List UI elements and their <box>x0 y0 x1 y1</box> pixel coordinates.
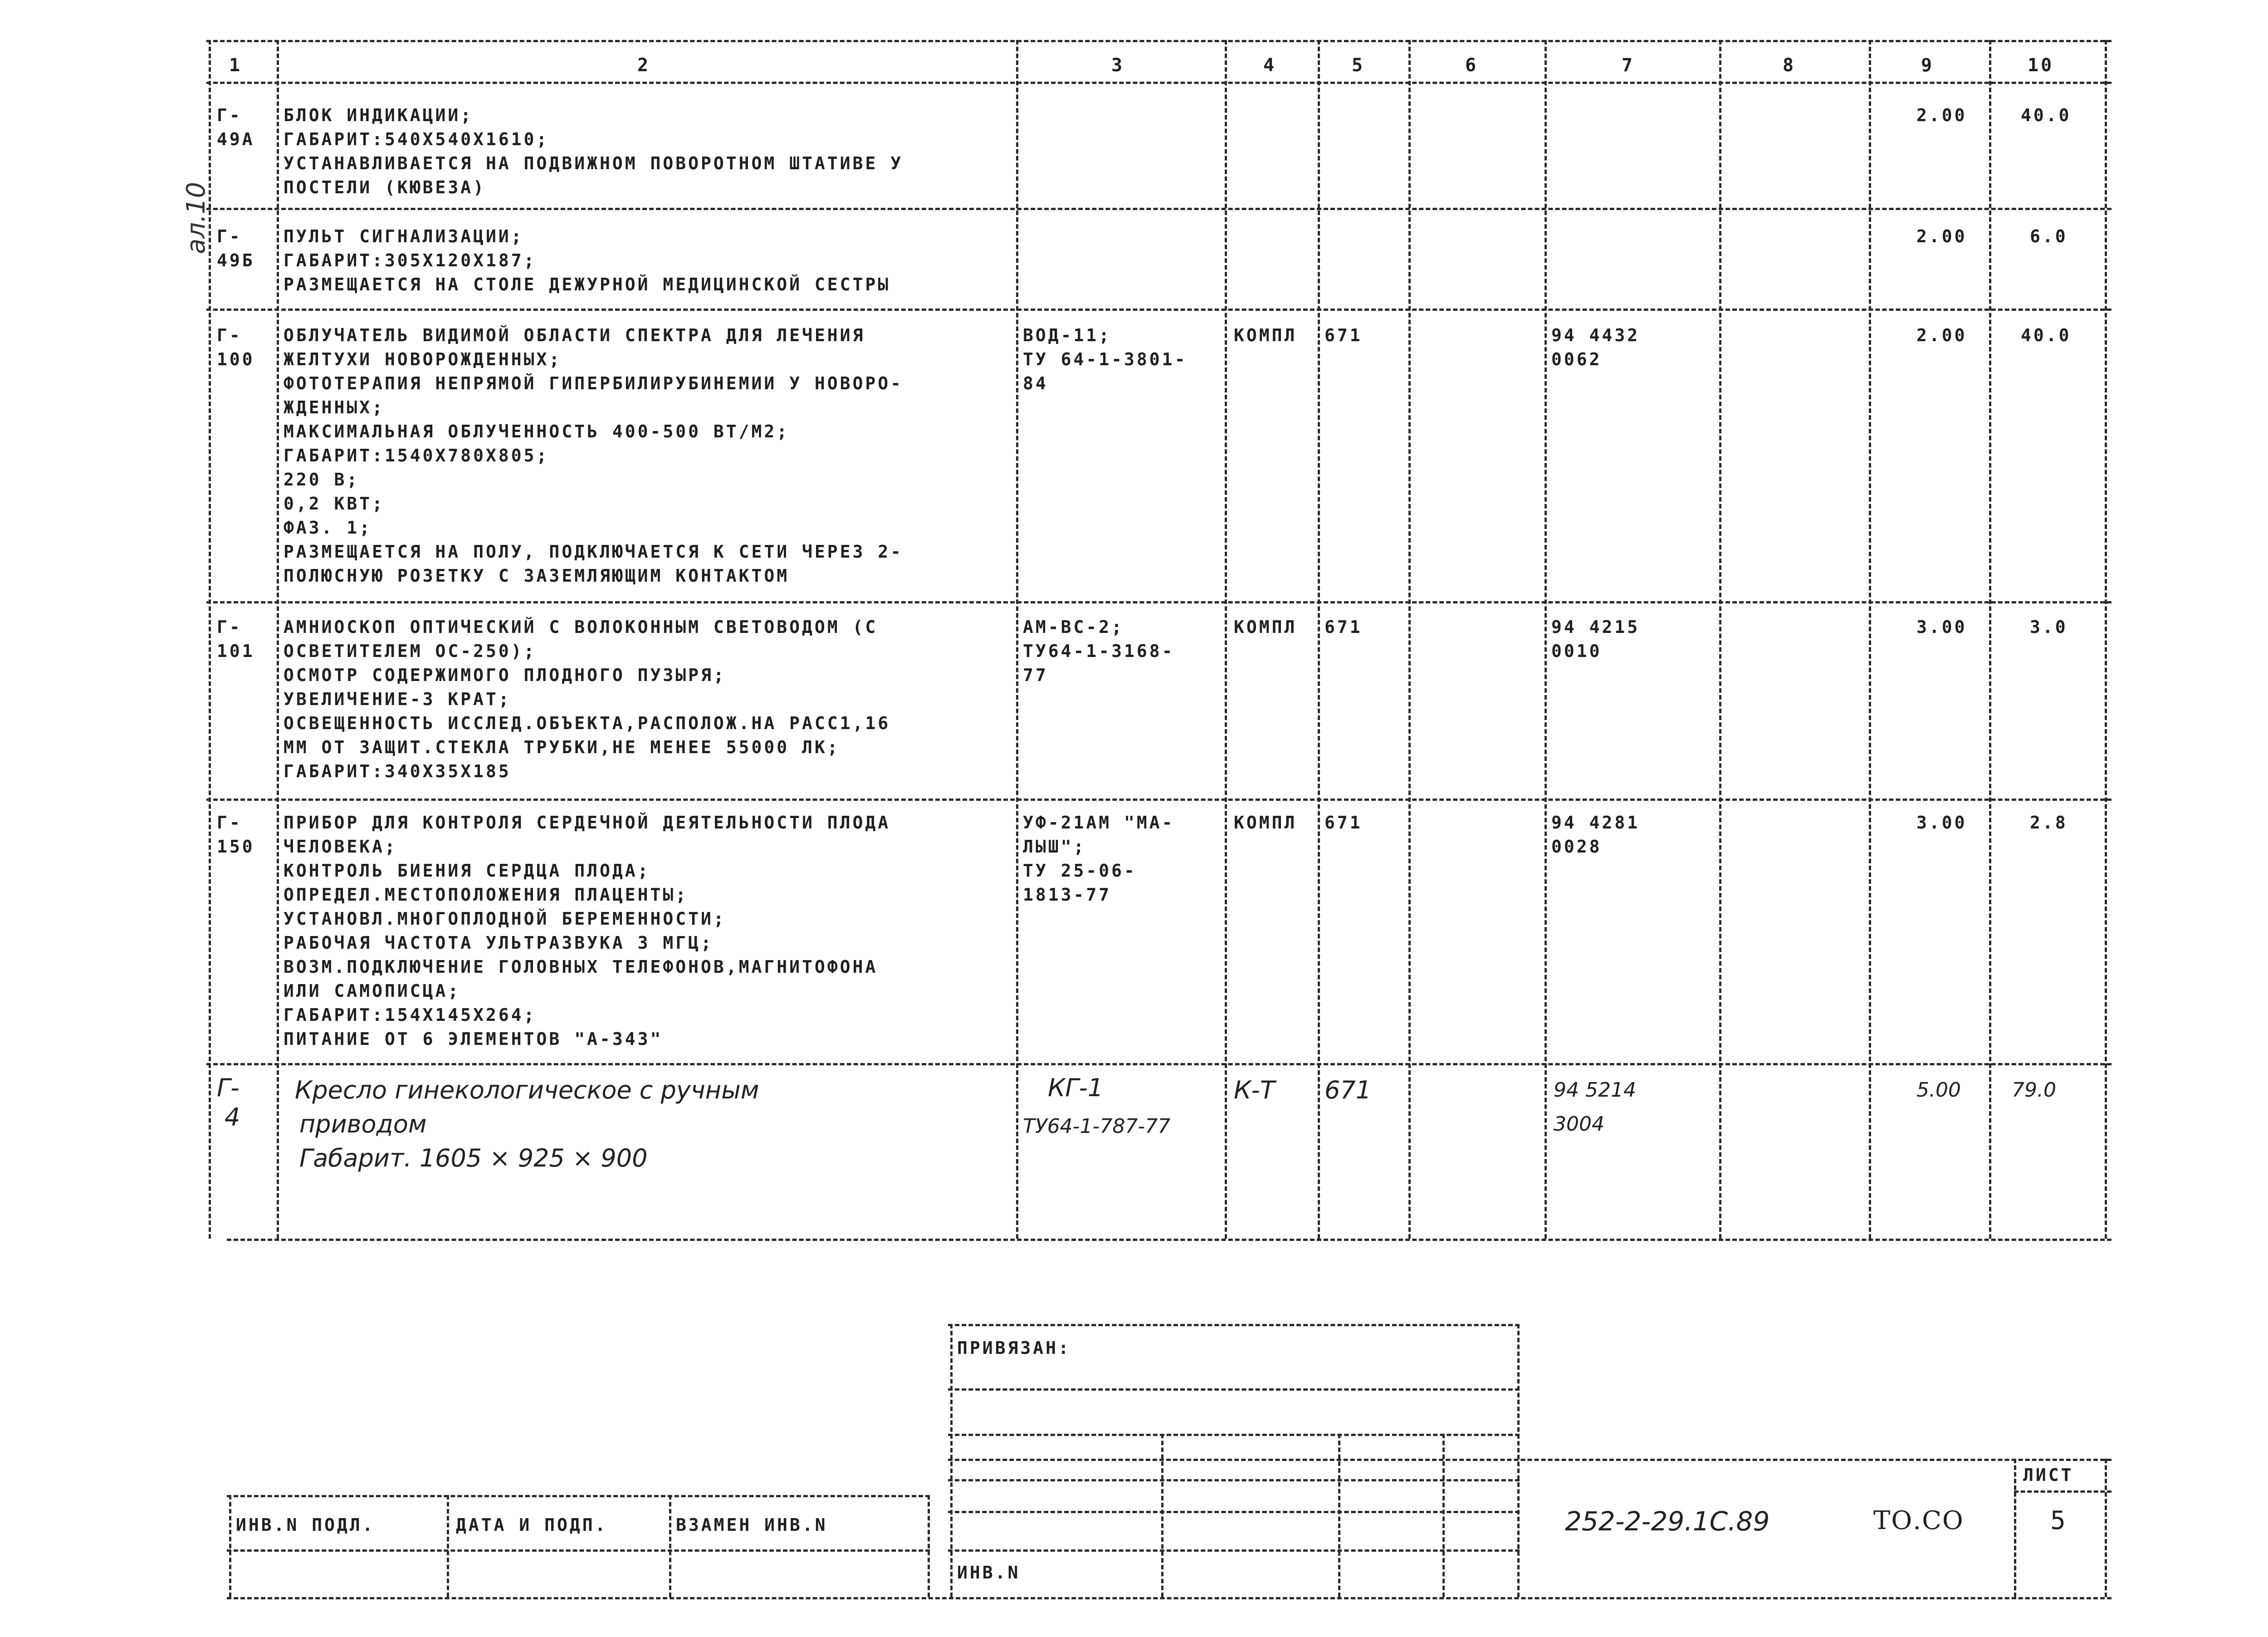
col-header-8: 8 <box>1783 55 1796 76</box>
row-desc-line: приводом <box>299 1110 427 1138</box>
row-type-line: ЛЫШ"; <box>1023 837 1086 857</box>
row-desc-line: Кресло гинекологическое с ручным <box>295 1076 759 1104</box>
stamp-rule <box>948 1479 1520 1481</box>
row-desc-line: ЖЕЛТУХИ НОВОРОЖДЕННЫХ; <box>284 349 562 369</box>
row-desc-line: ГАБАРИТ:154Х145Х264; <box>284 1005 537 1025</box>
row-type-line: ТУ 64-1-3801- <box>1023 349 1188 369</box>
row-desc-line: ОСВЕТИТЕЛЕМ ОС-250); <box>284 641 537 661</box>
row-code-number: 4 <box>225 1103 240 1132</box>
row-desc-line: ПОЛЮСНУЮ РОЗЕТКУ С ЗАЗЕМЛЯЮЩИМ КОНТАКТОМ <box>284 566 790 586</box>
row-desc-line: ОСВЕЩЕННОСТЬ ИССЛЕД.ОБЪЕКТА,РАСПОЛОЖ.НА РАСС1,16 <box>284 713 891 733</box>
row-unit-code: 671 <box>1325 617 1363 637</box>
row-rule-2 <box>206 309 2112 311</box>
stamp-inv-n: ИНВ.N <box>957 1563 1021 1583</box>
row-code-prefix: Г- <box>217 1073 240 1102</box>
col-sep-5-6 <box>1408 40 1411 1239</box>
document-suffix: ТО.СО <box>1873 1506 1964 1535</box>
col-sep-2-3 <box>1016 40 1018 1239</box>
stamp-sep <box>2014 1459 2016 1597</box>
row-rule-3 <box>206 601 2112 603</box>
row-desc-line: ГАБАРИТ:540Х540Х1610; <box>284 129 549 149</box>
col-sep-6-7 <box>1545 40 1547 1239</box>
row-mass: 40.0 <box>2021 325 2072 345</box>
stamp-sep <box>669 1495 671 1597</box>
row-rule-1 <box>206 208 2112 210</box>
row-desc-line: ММ ОТ ЗАЩИТ.СТЕКЛА ТРУБКИ,НЕ МЕНЕЕ 55000 ЛК; <box>284 737 840 757</box>
row-code-prefix: Г- <box>217 226 242 246</box>
row-desc-line: 220 В; <box>284 470 360 490</box>
row-desc-line: ИЛИ САМОПИСЦА; <box>284 981 461 1001</box>
row-mass: 6.0 <box>2030 226 2068 246</box>
stamp-sep <box>1338 1434 1340 1597</box>
col-header-4: 4 <box>1263 55 1277 76</box>
list-box-rule <box>2014 1490 2112 1493</box>
col-sep-7-8 <box>1719 40 1721 1239</box>
row-desc-line: ОПРЕДЕЛ.МЕСТОПОЛОЖЕНИЯ ПЛАЦЕНТЫ; <box>284 885 689 905</box>
row-mass: 2.8 <box>2030 813 2068 833</box>
row-type-line: ТУ 25-06- <box>1023 861 1137 881</box>
row-desc-line: АМНИОСКОП ОПТИЧЕСКИЙ С ВОЛОКОННЫМ СВЕТОВОДОМ (С <box>284 617 878 637</box>
stamp-rule <box>948 1511 1520 1513</box>
row-okp-line: 0010 <box>1551 641 1602 661</box>
row-type-line: КГ-1 <box>1048 1073 1104 1102</box>
row-desc-line: ГАБАРИТ:305Х120Х187; <box>284 250 537 270</box>
stamp-privyazan: ПРИВЯЗАН: <box>957 1338 1071 1358</box>
row-code-number: 100 <box>217 349 255 369</box>
row-coef: 2.00 <box>1916 105 1967 125</box>
row-desc-line: ВОЗМ.ПОДКЛЮЧЕНИЕ ГОЛОВНЫХ ТЕЛЕФОНОВ,МАГНИТОФОНА <box>284 957 878 977</box>
col-header-5: 5 <box>1352 55 1365 76</box>
stamp-sep <box>229 1495 231 1597</box>
row-type-line: ТУ64-1-3168- <box>1023 641 1175 661</box>
row-coef: 3.00 <box>1916 617 1967 637</box>
col-sep-right <box>2105 40 2107 1239</box>
row-desc-line: ПУЛЬТ СИГНАЛИЗАЦИИ; <box>284 226 524 246</box>
row-code-prefix: Г- <box>217 325 242 345</box>
row-desc-line: УСТАНОВЛ.МНОГОПЛОДНОЙ БЕРЕМЕННОСТИ; <box>284 909 726 929</box>
col-header-7: 7 <box>1622 55 1635 76</box>
row-desc-line: Габарит. 1605 × 925 × 900 <box>299 1144 648 1172</box>
stamp-top-rule <box>948 1324 1520 1326</box>
row-desc-line: МАКСИМАЛЬНАЯ ОБЛУЧЕННОСТЬ 400-500 ВТ/М2; <box>284 422 790 441</box>
sheet-number: 5 <box>2050 1506 2067 1535</box>
row-desc-line: РАЗМЕЩАЕТСЯ НА ПОЛУ, ПОДКЛЮЧАЕТСЯ К СЕТИ ЧЕРЕЗ 2- <box>284 542 904 562</box>
row-desc-line: РАБОЧАЯ ЧАСТОТА УЛЬТРАЗВУКА 3 МГЦ; <box>284 933 714 953</box>
stamp-sep <box>950 1324 953 1597</box>
col-sep-8-9 <box>1869 40 1871 1239</box>
row-code-number: 49А <box>217 129 255 149</box>
row-okp-line: 94 4432 <box>1551 325 1640 345</box>
row-desc-line: ФАЗ. 1; <box>284 518 372 538</box>
stamp-sep <box>928 1495 930 1597</box>
col-sep-1-2 <box>277 40 279 1239</box>
col-sep-3-4 <box>1225 40 1227 1239</box>
row-desc-line: ГАБАРИТ:1540Х780Х805; <box>284 446 549 466</box>
row-type-line: 1813-77 <box>1023 885 1112 905</box>
col-sep-9-10 <box>1989 40 1991 1239</box>
row-okp-line: 94 4281 <box>1551 813 1640 833</box>
row-code-prefix: Г- <box>217 105 242 125</box>
row-desc-line: ПРИБОР ДЛЯ КОНТРОЛЯ СЕРДЕЧНОЙ ДЕЯТЕЛЬНОСТИ ПЛОДА <box>284 813 891 833</box>
row-type-line: ВОД-11; <box>1023 325 1112 345</box>
row-desc-line: ПИТАНИЕ ОТ 6 ЭЛЕМЕНТОВ "А-343" <box>284 1029 663 1049</box>
row-unit: КОМПЛ <box>1234 325 1297 345</box>
col-header-6: 6 <box>1465 55 1479 76</box>
row-type-line: АМ-ВС-2; <box>1023 617 1124 637</box>
table-bottom-rule <box>227 1239 2112 1241</box>
col-header-1: 1 <box>229 55 243 76</box>
stamp-rule <box>948 1434 1520 1436</box>
row-code-prefix: Г- <box>217 813 242 833</box>
stamp-sep <box>2105 1459 2107 1597</box>
row-mass: 3.0 <box>2030 617 2068 637</box>
row-type-line: 77 <box>1023 665 1048 685</box>
sheet-label: ЛИСТ <box>2023 1465 2074 1485</box>
row-desc-line: ЧЕЛОВЕКА; <box>284 837 397 857</box>
stamp-rule <box>948 1459 2112 1461</box>
row-okp-line: 3004 <box>1554 1113 1604 1136</box>
row-desc-line: УВЕЛИЧЕНИЕ-3 КРАТ; <box>284 689 511 709</box>
row-code-number: 150 <box>217 837 255 857</box>
row-okp-line: 94 4215 <box>1551 617 1640 637</box>
row-unit-code: 671 <box>1325 813 1363 833</box>
row-type-line: УФ-21АМ "МА- <box>1023 813 1175 833</box>
row-desc-line: КОНТРОЛЬ БИЕНИЯ СЕРДЦА ПЛОДА; <box>284 861 650 881</box>
stamp-data-podp: ДАТА И ПОДП. <box>456 1515 608 1535</box>
row-code-number: 101 <box>217 641 255 661</box>
stamp-sep <box>1161 1434 1163 1597</box>
stamp-bottom-rule <box>227 1597 2112 1599</box>
stamp-sep <box>447 1495 449 1597</box>
row-desc-line: БЛОК ИНДИКАЦИИ; <box>284 105 474 125</box>
stamp-inv-podl: ИНВ.N ПОДЛ. <box>236 1515 375 1535</box>
row-coef: 2.00 <box>1916 325 1967 345</box>
row-coef: 5.00 <box>1916 1078 1961 1102</box>
col-header-3: 3 <box>1111 55 1125 76</box>
row-mass: 79.0 <box>2012 1078 2056 1102</box>
row-desc-line: ОСМОТР СОДЕРЖИМОГО ПЛОДНОГО ПУЗЫРЯ; <box>284 665 726 685</box>
row-desc-line: ГАБАРИТ:340Х35Х185 <box>284 761 511 781</box>
stamp-sep <box>1442 1434 1445 1597</box>
row-mass: 40.0 <box>2021 105 2072 125</box>
header-bottom-rule <box>206 82 2112 84</box>
row-desc-line: ФОТОТЕРАПИЯ НЕПРЯМОЙ ГИПЕРБИЛИРУБИНЕМИИ У НОВОРО- <box>284 373 904 393</box>
col-header-10: 10 <box>2028 55 2054 76</box>
row-desc-line: ПОСТЕЛИ (КЮВЕЗА) <box>284 177 486 197</box>
row-coef: 3.00 <box>1916 813 1967 833</box>
row-desc-line: ЖДЕННЫХ; <box>284 397 385 417</box>
stamp-rule <box>227 1495 930 1497</box>
row-code-number: 49Б <box>217 250 255 270</box>
row-okp-line: 0062 <box>1551 349 1602 369</box>
row-unit: К-Т <box>1234 1076 1275 1104</box>
row-code-prefix: Г- <box>217 617 242 637</box>
row-type-line: 84 <box>1023 373 1048 393</box>
stamp-rule <box>948 1388 1520 1391</box>
document-code: 252-2-29.1С.89 <box>1565 1506 1770 1537</box>
row-okp-line: 0028 <box>1551 837 1602 857</box>
row-type-line: ТУ64-1-787-77 <box>1023 1115 1171 1138</box>
col-sep-4-5 <box>1318 40 1320 1239</box>
row-unit-code: 671 <box>1325 325 1363 345</box>
row-desc-line: РАЗМЕЩАЕТСЯ НА СТОЛЕ ДЕЖУРНОЙ МЕДИЦИНСКОЙ СЕСТРЫ <box>284 274 891 294</box>
row-desc-line: 0,2 КВТ; <box>284 494 385 514</box>
stamp-vzamen: ВЗАМЕН ИНВ.N <box>676 1515 828 1535</box>
row-rule-4 <box>206 799 2112 801</box>
stamp-sep <box>1517 1324 1520 1597</box>
row-coef: 2.00 <box>1916 226 1967 246</box>
row-desc-line: ОБЛУЧАТЕЛЬ ВИДИМОЙ ОБЛАСТИ СПЕКТРА ДЛЯ ЛЕЧЕНИЯ <box>284 325 865 345</box>
row-okp-line: 94 5214 <box>1554 1078 1636 1102</box>
row-desc-line: УСТАНАВЛИВАЕТСЯ НА ПОДВИЖНОМ ПОВОРОТНОМ ШТАТИВЕ У <box>284 153 904 173</box>
row-unit-code: 671 <box>1325 1076 1372 1104</box>
row-unit: КОМПЛ <box>1234 617 1297 637</box>
row-rule-5 <box>206 1063 2112 1065</box>
stamp-rule <box>948 1549 1520 1552</box>
row-unit: КОМПЛ <box>1234 813 1297 833</box>
col-header-9: 9 <box>1921 55 1935 76</box>
margin-note: ал.10 <box>181 181 211 254</box>
table-top-rule <box>206 40 2112 42</box>
stamp-rule <box>227 1549 930 1552</box>
col-header-2: 2 <box>637 55 651 76</box>
